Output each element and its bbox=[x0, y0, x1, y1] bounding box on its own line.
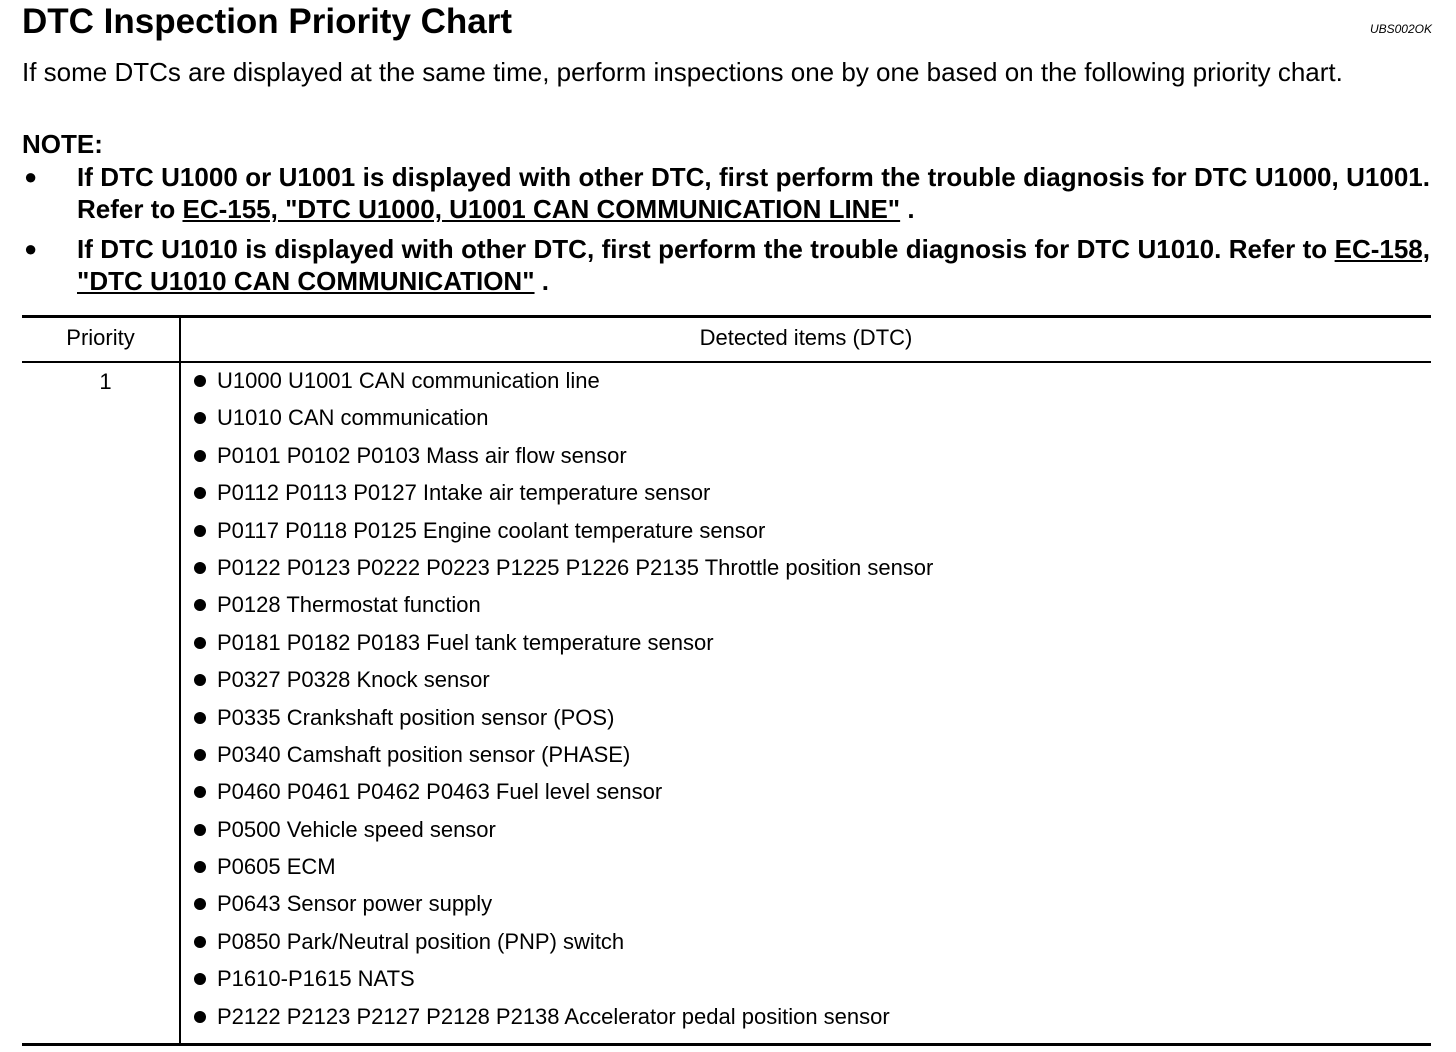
bullet-icon bbox=[194, 749, 206, 761]
reference-link[interactable]: EC-155, "DTC U1000, U1001 CAN COMMUNICATION LINE" bbox=[182, 194, 901, 224]
bullet-icon bbox=[194, 525, 206, 537]
note-text bbox=[77, 233, 1430, 297]
dtc-item-text: P0117 P0118 P0125 Engine coolant temperature sensor bbox=[217, 517, 766, 543]
bullet-icon: ● bbox=[24, 236, 38, 261]
bullet-icon bbox=[194, 450, 206, 462]
bullet-icon bbox=[194, 599, 206, 611]
bullet-icon bbox=[194, 674, 206, 686]
list-item bbox=[194, 816, 933, 853]
priority-header: Priority bbox=[66, 325, 135, 350]
note-text bbox=[77, 161, 1430, 225]
bullet-icon bbox=[194, 712, 206, 724]
bullet-icon bbox=[194, 973, 206, 985]
bullet-icon bbox=[194, 637, 206, 649]
dtc-item-text: P0335 Crankshaft position sensor (POS) bbox=[217, 704, 615, 730]
reference-link[interactable]: EC-158, "DTC U1010 CAN COMMUNICATION" bbox=[77, 234, 1430, 296]
dtc-item-text: P0460 P0461 P0462 P0463 Fuel level sensor bbox=[217, 779, 663, 805]
list-item bbox=[194, 928, 933, 965]
list-item bbox=[194, 629, 933, 666]
list-item bbox=[194, 479, 933, 516]
list-item bbox=[194, 367, 933, 404]
bullet-icon bbox=[194, 786, 206, 798]
dtc-item-text: P0181 P0182 P0183 Fuel tank temperature sensor bbox=[217, 629, 714, 655]
dtc-item-text: P0327 P0328 Knock sensor bbox=[217, 667, 490, 693]
dtc-item-text: P0101 P0102 P0103 Mass air flow sensor bbox=[217, 442, 627, 468]
list-item bbox=[194, 704, 933, 741]
bullet-icon bbox=[194, 1011, 206, 1023]
table-header bbox=[22, 318, 1431, 363]
dtc-item-text: U1000 U1001 CAN communication line bbox=[217, 368, 600, 393]
note-item bbox=[22, 233, 1430, 297]
dtc-item-text: P0122 P0123 P0222 P0223 P1225 P1226 P2135 Throttle position sensor bbox=[217, 554, 934, 580]
bullet-icon bbox=[194, 824, 206, 836]
dtc-item-text: P1610-P1615 NATS bbox=[217, 966, 415, 992]
dtc-item-text: P0850 Park/Neutral position (PNP) switch bbox=[217, 928, 625, 954]
list-item bbox=[194, 404, 933, 441]
list-item bbox=[194, 442, 933, 479]
bullet-icon bbox=[194, 412, 206, 424]
list-item bbox=[194, 778, 933, 815]
list-item bbox=[194, 1003, 933, 1040]
list-item bbox=[194, 666, 933, 703]
priority-table bbox=[22, 315, 1431, 1046]
list-item bbox=[194, 554, 933, 591]
note-body: If DTC U1000 or U1001 is displayed with other DTC, first perform the trouble diagnosis for DTC U1000, U1001. Refer to bbox=[77, 162, 1430, 224]
detected-items-header: Detected items (DTC) bbox=[699, 325, 913, 350]
page-title: DTC Inspection Priority Chart bbox=[22, 2, 513, 41]
list-item bbox=[194, 517, 933, 554]
bullet-icon: ● bbox=[24, 164, 38, 189]
bullet-icon bbox=[194, 562, 206, 574]
dtc-item-text: P0605 ECM bbox=[217, 854, 336, 880]
priority-value: 1 bbox=[99, 369, 112, 394]
dtc-item-text: P0340 Camshaft position sensor (PHASE) bbox=[217, 741, 631, 767]
intro-paragraph: If some DTCs are displayed at the same time, perform inspections one by one based on the following priority chart. bbox=[22, 57, 1343, 87]
list-item bbox=[194, 890, 933, 927]
dtc-item-text: U1010 CAN communication bbox=[217, 405, 489, 431]
document-code: UBS002OK bbox=[1369, 22, 1432, 36]
dtc-item-text: P0500 Vehicle speed sensor bbox=[217, 816, 496, 842]
bullet-icon bbox=[194, 375, 206, 387]
note-item bbox=[22, 161, 1430, 225]
note-end: . bbox=[900, 194, 915, 224]
column-divider bbox=[179, 318, 181, 1043]
bullet-icon bbox=[194, 487, 206, 499]
dtc-item-text: P0128 Thermostat function bbox=[217, 592, 481, 618]
bullet-icon bbox=[194, 898, 206, 910]
note-body: If DTC U1010 is displayed with other DTC, first perform the trouble diagnosis for DTC U1010. Refer to bbox=[77, 234, 1328, 264]
note-label: NOTE: bbox=[22, 129, 103, 159]
bullet-icon bbox=[194, 936, 206, 948]
dtc-list bbox=[194, 367, 933, 1040]
dtc-item-text: P0112 P0113 P0127 Intake air temperature sensor bbox=[217, 480, 711, 506]
note-end: . bbox=[534, 266, 549, 296]
dtc-item-text: P0643 Sensor power supply bbox=[217, 891, 493, 917]
list-item bbox=[194, 741, 933, 778]
list-item bbox=[194, 853, 933, 890]
bullet-icon bbox=[194, 861, 206, 873]
dtc-item-text: P2122 P2123 P2127 P2128 P2138 Accelerator pedal position sensor bbox=[217, 1003, 890, 1029]
list-item bbox=[194, 591, 933, 628]
list-item bbox=[194, 965, 933, 1002]
